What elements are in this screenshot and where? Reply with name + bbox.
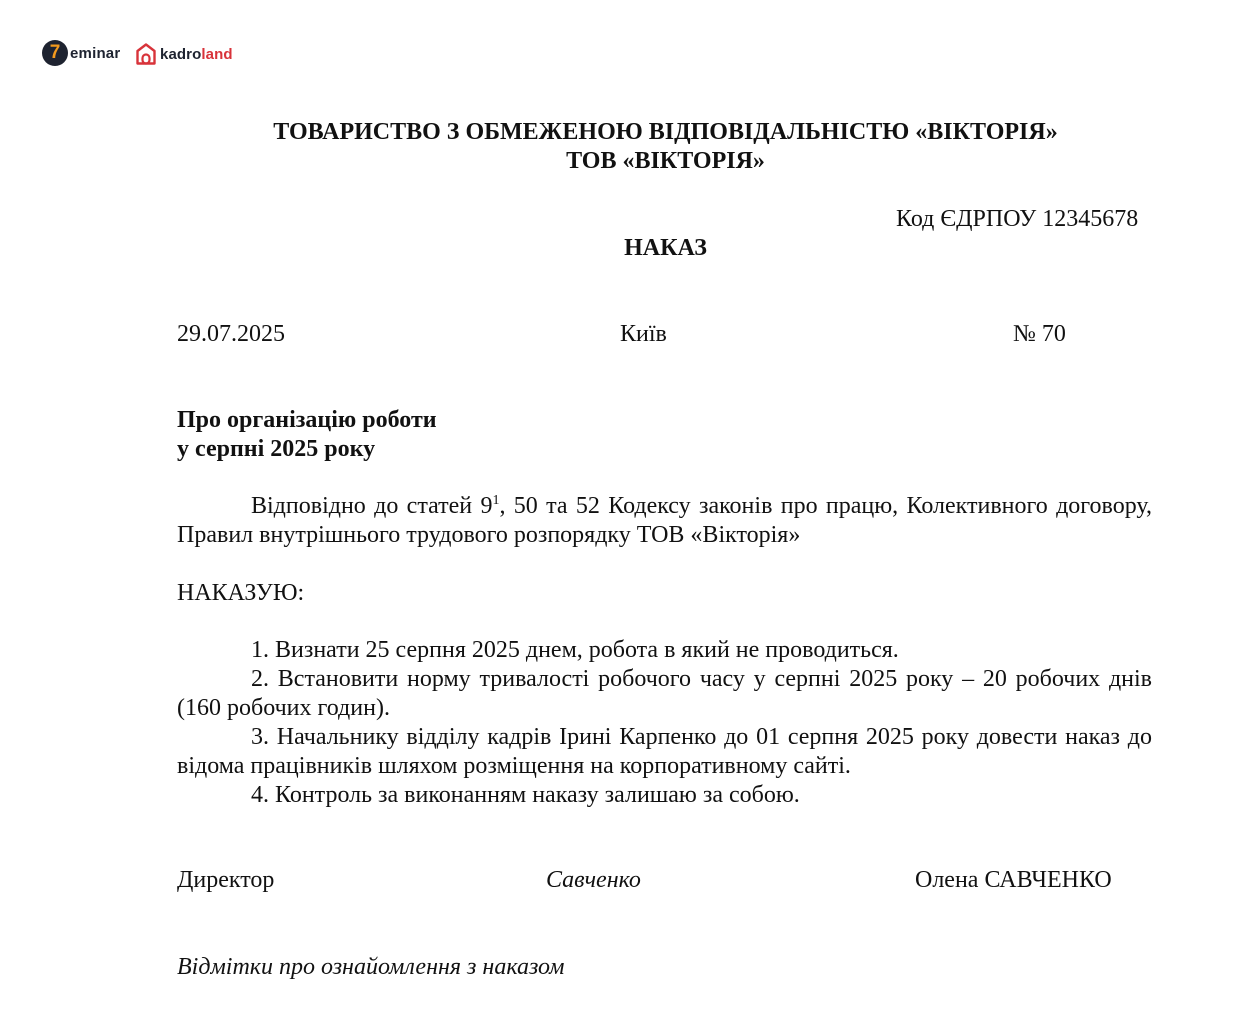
order-number: № 70 (1013, 321, 1066, 347)
order-item-3: 3. Начальнику відділу кадрів Ірині Карпенко до 01 серпня 2025 року довести наказ до відома працівників шляхом розміщення на корпоративному сайті. (177, 724, 1152, 779)
kadroland-house-icon (136, 43, 156, 65)
order-subject-line2: у серпні 2025 року (177, 436, 376, 462)
kadroland-logo-text (160, 46, 233, 63)
org-short-name: ТОВ «ВІКТОРІЯ» (566, 148, 765, 174)
order-item-1: 1. Визнати 25 серпня 2025 днем, робота в який не проводиться. (251, 637, 899, 663)
order-word: НАКАЗУЮ: (177, 580, 305, 606)
document-type-title: НАКАЗ (624, 235, 707, 261)
basis-superscript: 1 (492, 493, 500, 508)
order-item-4: 4. Контроль за виконанням наказу залишаю за собою. (251, 782, 800, 808)
order-item-2: 2. Встановити норму тривалості робочого часу у серпні 2025 року – 20 робочих днів (160 робочих годин). (177, 666, 1152, 721)
kadroland-logo (136, 41, 233, 67)
basis-text-part1: Відповідно до статей 9 (251, 493, 493, 519)
signer-name: Олена САВЧЕНКО (915, 867, 1112, 893)
org-full-name: ТОВАРИСТВО З ОБМЕЖЕНОЮ ВІДПОВІДАЛЬНІСТЮ «ВІКТОРІЯ» (273, 119, 1058, 145)
basis-paragraph (177, 492, 1152, 550)
signature: Савченко (546, 867, 641, 893)
seminar-logo-text: eminar (70, 44, 121, 62)
seminar-logo-digit: 7 (42, 40, 68, 66)
order-subject-line1: Про організацію роботи (177, 407, 437, 433)
order-city: Київ (620, 321, 667, 347)
basis-text-part2: , 50 та 52 Кодексу законів про працю, Колективного договору, Правил внутрішнього трудового розпорядку ТОВ «Вікторія» (177, 493, 1152, 548)
acknowledgement-note: Відмітки про ознайомлення з наказом (177, 954, 565, 980)
kadroland-logo-part1: kadro (160, 45, 202, 63)
order-date: 29.07.2025 (177, 321, 285, 347)
kadroland-logo-part2: land (201, 45, 233, 63)
seminar-logo (42, 38, 120, 68)
signer-position: Директор (177, 867, 275, 893)
edrpou-code: Код ЄДРПОУ 12345678 (896, 206, 1139, 232)
